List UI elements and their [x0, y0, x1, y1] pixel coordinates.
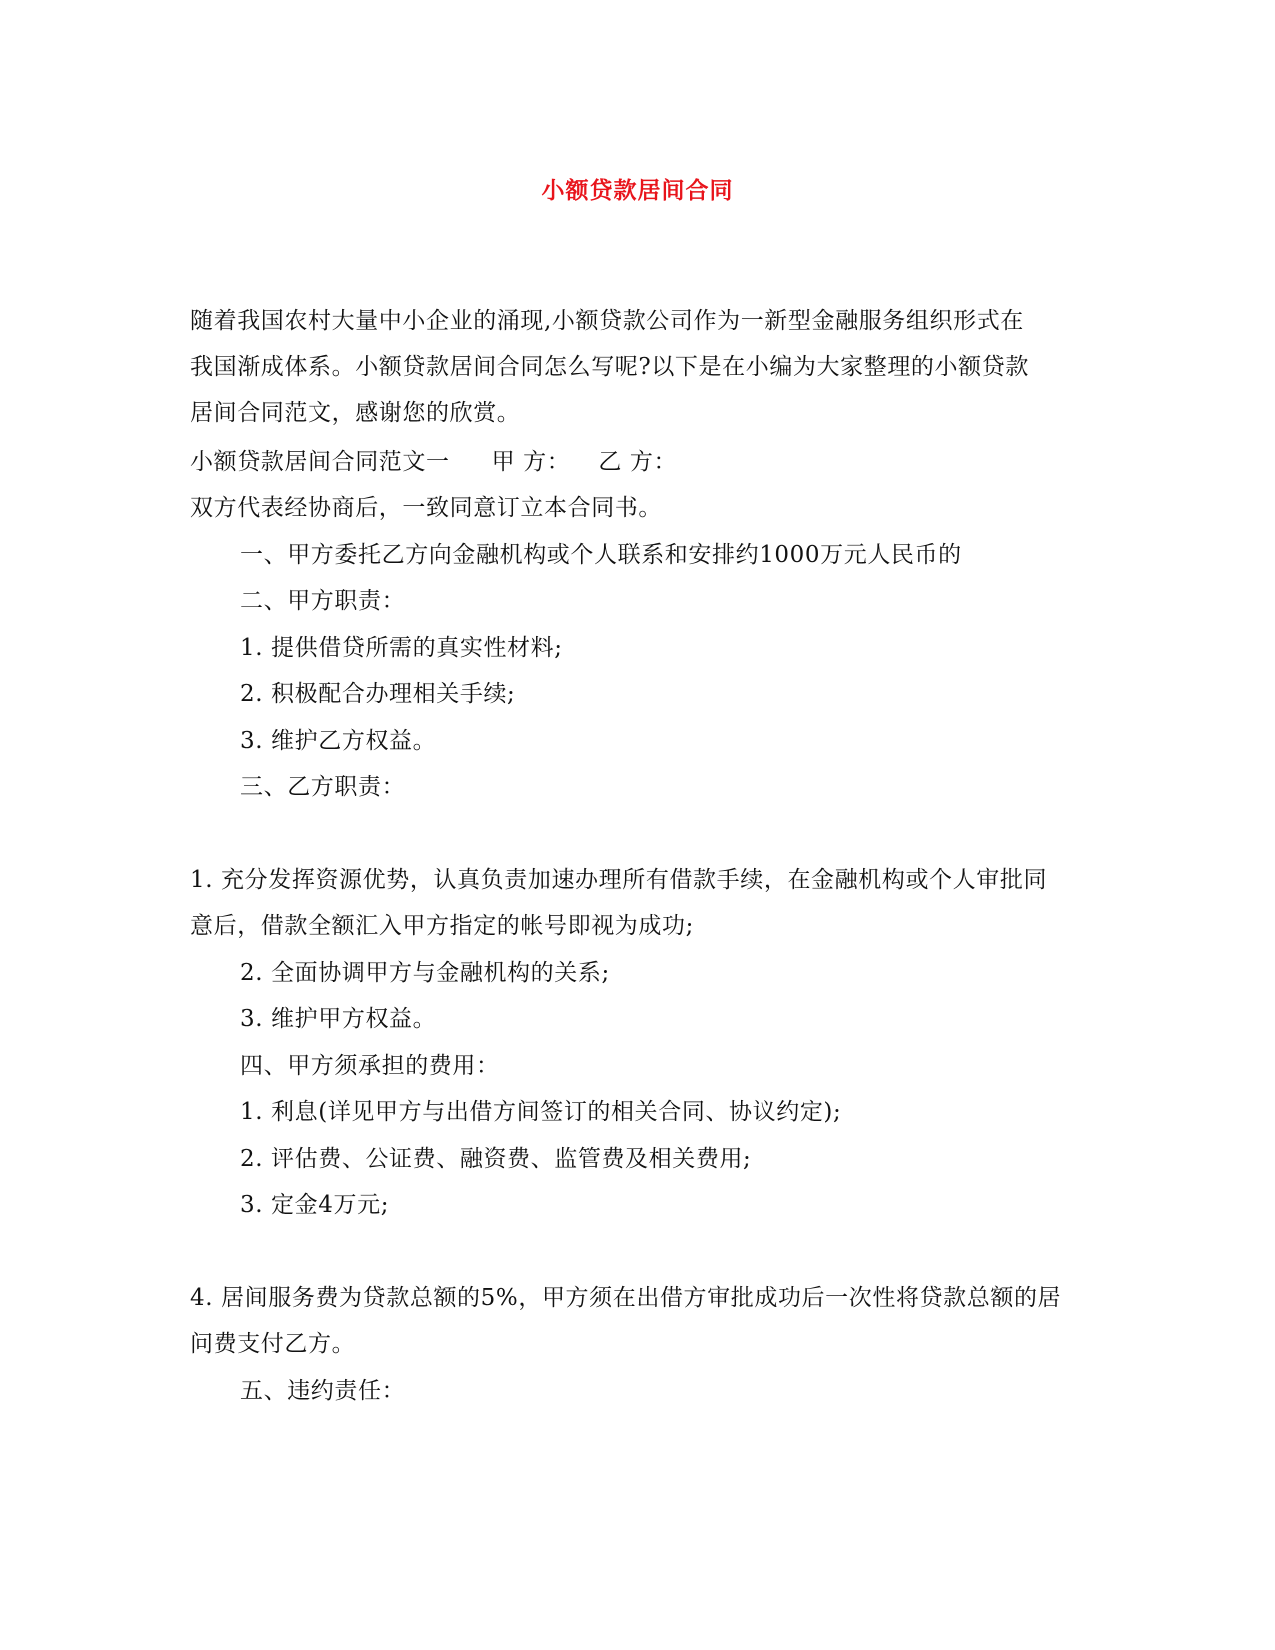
section-2-heading: 二、甲方职责： [240, 588, 406, 614]
sample-heading: 小额贷款居间合同范文一 [190, 449, 450, 475]
section-3-item-1-line-1: 1. 充分发挥资源优势，认真负责加速办理所有借款手续，在金融机构或个人审批同 [190, 867, 1048, 893]
section-2-item-2: 2. 积极配合办理相关手续; [240, 681, 516, 707]
intro-line-2: 我国渐成体系。小额贷款居间合同怎么写呢?以下是在小编为大家整理的小额贷款 [190, 354, 1029, 380]
party-b-label: 乙 方： [598, 449, 678, 475]
document-title: 小额贷款居间合同 [541, 177, 734, 204]
sample-heading-line [190, 447, 677, 477]
section-4-item-3: 3. 定金4万元; [240, 1192, 390, 1218]
intro-line-3: 居间合同范文，感谢您的欣赏。 [190, 400, 521, 426]
section-4-heading: 四、甲方须承担的费用： [240, 1053, 500, 1079]
section-2-item-1: 1. 提供借贷所需的真实性材料; [240, 635, 563, 661]
intro-line-1: 随着我国农村大量中小企业的涌现,小额贷款公司作为一新型金融服务组织形式在 [190, 308, 1024, 334]
section-1: 一、甲方委托乙方向金融机构或个人联系和安排约1000万元人民币的 [240, 542, 962, 568]
section-3-item-2: 2. 全面协调甲方与金融机构的关系; [240, 960, 610, 986]
section-3-item-1-line-2: 意后，借款全额汇入甲方指定的帐号即视为成功; [190, 913, 694, 939]
section-3-heading: 三、乙方职责： [240, 774, 406, 800]
section-2-item-3: 3. 维护乙方权益。 [240, 728, 437, 754]
section-4-item-4-line-1: 4. 居间服务费为贷款总额的5%，甲方须在出借方审批成功后一次性将贷款总额的居 [190, 1285, 1062, 1311]
section-4-item-4-line-2: 问费支付乙方。 [190, 1331, 356, 1357]
section-4-item-1: 1. 利息(详见甲方与出借方间签订的相关合同、协议约定); [240, 1099, 842, 1125]
section-3-item-3: 3. 维护甲方权益。 [240, 1006, 437, 1032]
section-5-heading: 五、违约责任： [240, 1378, 406, 1404]
agreement-line: 双方代表经协商后，一致同意订立本合同书。 [190, 495, 662, 521]
party-a-label: 甲 方： [491, 449, 571, 475]
section-4-item-2: 2. 评估费、公证费、融资费、监管费及相关费用; [240, 1146, 752, 1172]
